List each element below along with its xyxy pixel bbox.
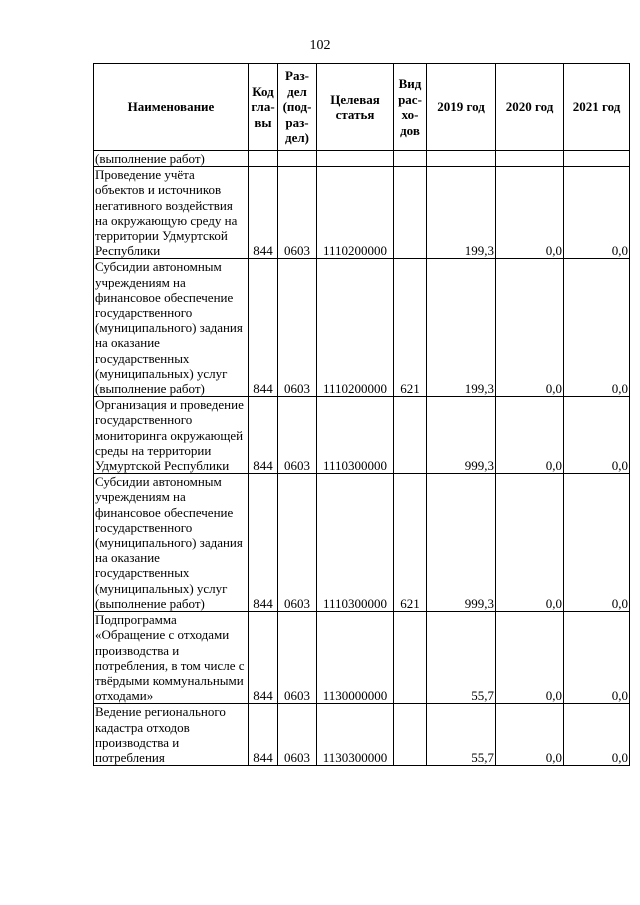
row-name: (выполнение работ) <box>94 151 249 167</box>
row-expense-type <box>394 612 427 704</box>
row-2021: 0,0 <box>564 167 630 259</box>
row-chapter-code: 844 <box>249 704 278 766</box>
row-2020: 0,0 <box>496 397 564 474</box>
row-2021 <box>564 151 630 167</box>
row-2021: 0,0 <box>564 612 630 704</box>
row-expense-type <box>394 151 427 167</box>
row-section: 0603 <box>278 167 317 259</box>
row-2020: 0,0 <box>496 167 564 259</box>
row-2019: 999,3 <box>427 397 496 474</box>
row-2021: 0,0 <box>564 397 630 474</box>
table-row <box>94 167 630 259</box>
row-expense-type <box>394 397 427 474</box>
row-2020: 0,0 <box>496 612 564 704</box>
row-target-article: 1110200000 <box>317 167 394 259</box>
row-expense-type <box>394 167 427 259</box>
row-section: 0603 <box>278 259 317 397</box>
row-section: 0603 <box>278 704 317 766</box>
budget-table <box>93 63 630 766</box>
row-section: 0603 <box>278 474 317 612</box>
row-2019: 199,3 <box>427 259 496 397</box>
header-2019: 2019 год <box>427 64 496 151</box>
row-chapter-code: 844 <box>249 167 278 259</box>
row-expense-type <box>394 704 427 766</box>
row-2020: 0,0 <box>496 474 564 612</box>
row-2019: 55,7 <box>427 704 496 766</box>
row-2020 <box>496 151 564 167</box>
table-row <box>94 474 630 612</box>
row-target-article: 1130300000 <box>317 704 394 766</box>
row-chapter-code: 844 <box>249 259 278 397</box>
header-2020: 2020 год <box>496 64 564 151</box>
row-section: 0603 <box>278 397 317 474</box>
row-2019: 199,3 <box>427 167 496 259</box>
row-section: 0603 <box>278 612 317 704</box>
row-2019: 55,7 <box>427 612 496 704</box>
row-name: Ведение регионального кадастра отходов производства и потребления <box>94 704 249 766</box>
row-2021: 0,0 <box>564 259 630 397</box>
table-row <box>94 151 630 167</box>
row-section <box>278 151 317 167</box>
row-chapter-code: 844 <box>249 397 278 474</box>
header-expense-type: Вид рас- хо- дов <box>394 64 427 151</box>
row-chapter-code: 844 <box>249 474 278 612</box>
table-row <box>94 397 630 474</box>
header-chapter-code: Код гла- вы <box>249 64 278 151</box>
row-name: Субсидии автономным учреждениям на финансовое обеспечение государственного (муниципального) задания на оказание государственных (муниципальных) услуг (выполнение работ) <box>94 259 249 397</box>
row-target-article <box>317 151 394 167</box>
row-chapter-code: 844 <box>249 612 278 704</box>
row-name: Подпрограмма «Обращение с отходами производства и потребления, в том числе с твёрдыми коммунальными отходами» <box>94 612 249 704</box>
row-target-article: 1110300000 <box>317 397 394 474</box>
row-expense-type: 621 <box>394 259 427 397</box>
row-name: Субсидии автономным учреждениям на финансовое обеспечение государственного (муниципального) задания на оказание государственных (муниципальных) услуг (выполнение работ) <box>94 474 249 612</box>
row-target-article: 1110200000 <box>317 259 394 397</box>
header-section: Раз- дел (под- раз- дел) <box>278 64 317 151</box>
table-row <box>94 259 630 397</box>
table-row <box>94 704 630 766</box>
row-2020: 0,0 <box>496 259 564 397</box>
row-name: Проведение учёта объектов и источников негативного воздействия на окружающую среду на территории Удмуртской Республики <box>94 167 249 259</box>
row-target-article: 1110300000 <box>317 474 394 612</box>
row-2020: 0,0 <box>496 704 564 766</box>
page-number: 102 <box>309 38 331 53</box>
header-row <box>94 64 630 151</box>
row-expense-type: 621 <box>394 474 427 612</box>
row-name: Организация и проведение государственного мониторинга окружающей среды на территории Удмуртской Республики <box>94 397 249 474</box>
table-row <box>94 612 630 704</box>
row-2021: 0,0 <box>564 474 630 612</box>
row-2021: 0,0 <box>564 704 630 766</box>
header-2021: 2021 год <box>564 64 630 151</box>
row-2019: 999,3 <box>427 474 496 612</box>
header-name: Наименование <box>94 64 249 151</box>
row-2019 <box>427 151 496 167</box>
row-chapter-code <box>249 151 278 167</box>
row-target-article: 1130000000 <box>317 612 394 704</box>
header-target-article: Целевая статья <box>317 64 394 151</box>
